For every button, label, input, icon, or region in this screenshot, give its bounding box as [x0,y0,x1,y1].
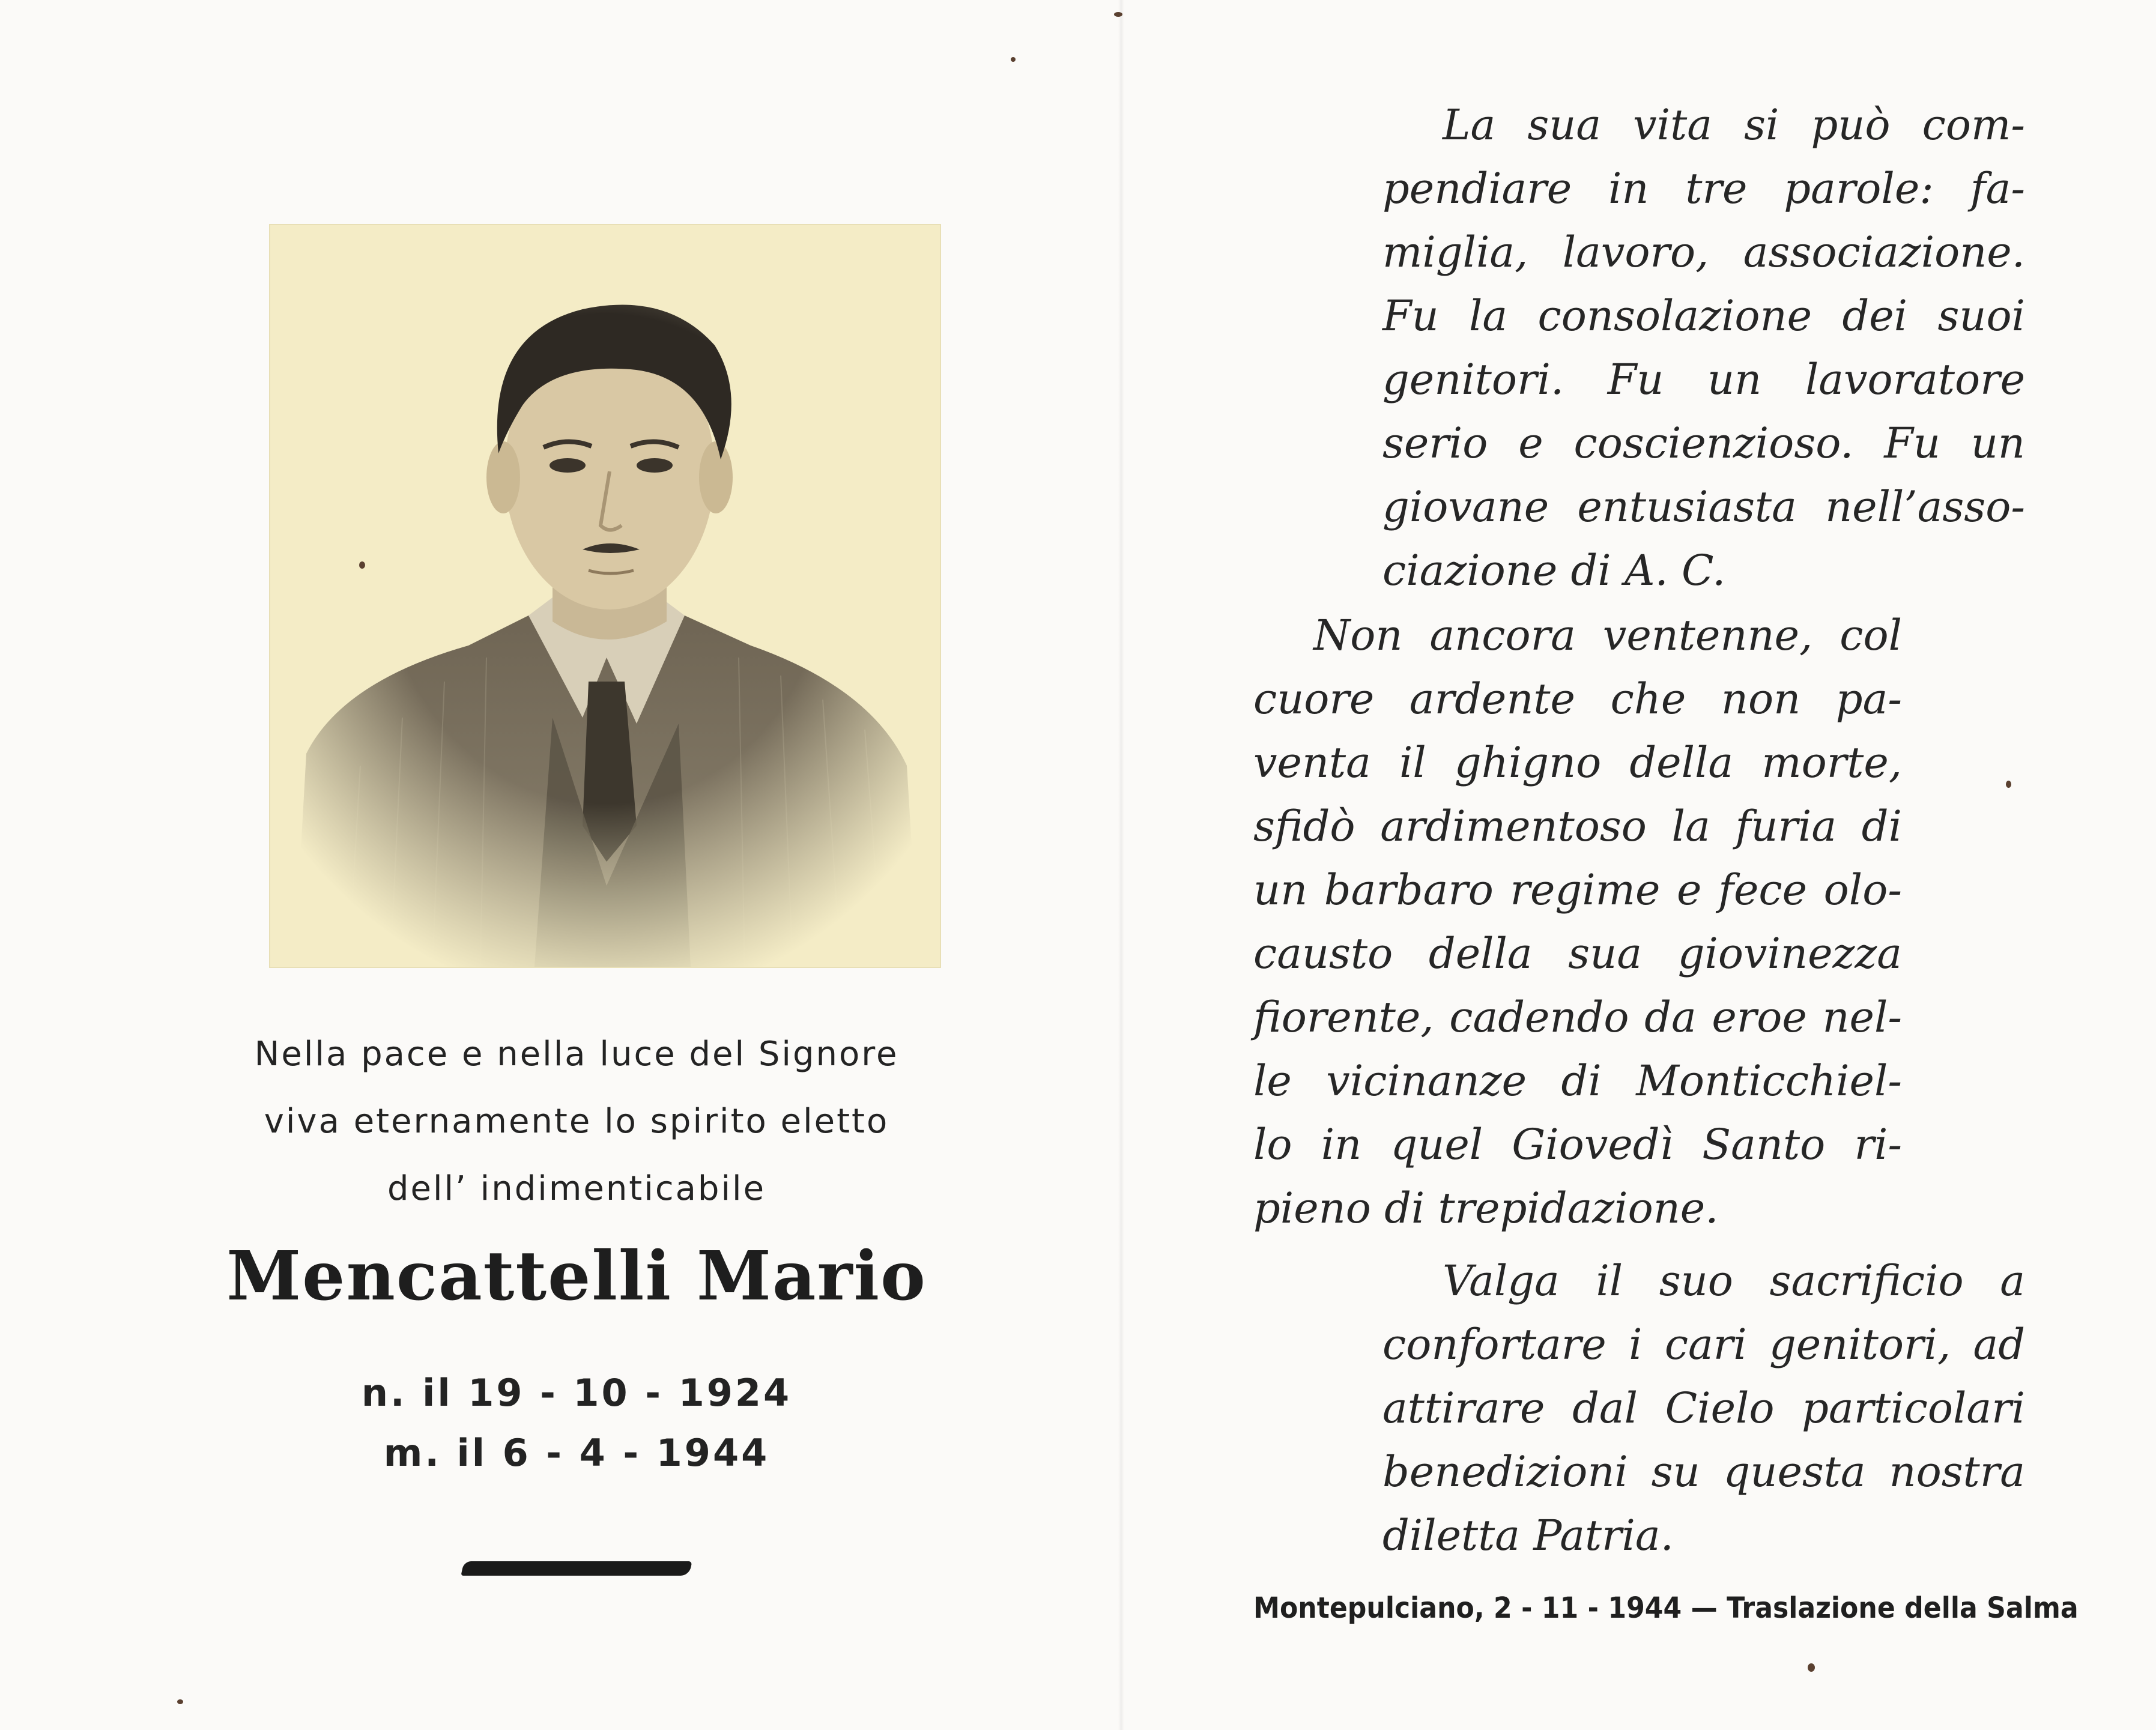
left-panel [36,0,1117,1730]
text-line: pieno di trepidazione. [1253,1184,1719,1233]
life-dates [36,1363,1117,1483]
text-line: miglia, lavoro, associazione. [1382,228,2025,277]
text-line: Valga il suo sacrificio a [1443,1256,2025,1305]
deceased-name: Mencattelli Mario [226,1237,927,1316]
mourning-bar [461,1561,692,1576]
text-line: lo in quel Giovedì Santo ri- [1253,1120,1902,1169]
text-line: ciazione di A. C. [1382,546,1726,595]
paper-speck [177,1699,183,1704]
text-line: La sua vita si può com- [1443,100,2025,150]
portrait-icon [270,225,940,967]
text-line: pendiare in tre parole: fa- [1382,164,2025,213]
inscription-line: Nella pace e nella luce del Signore [254,1035,899,1074]
paper-speck [1114,12,1122,17]
card-fold [1118,0,1124,1730]
death-date: m. il 6 - 4 - 1944 [383,1431,770,1475]
text-line: sfidò ardimentoso la furia di [1253,802,1902,851]
text-line: diletta Patria. [1382,1511,1674,1560]
text-line: Non ancora ventenne, col [1313,611,1902,660]
birth-date: n. il 19 - 10 - 1924 [361,1371,792,1415]
paragraph-life [1382,93,2025,602]
inscription-line: viva eternamente lo spirito eletto [264,1102,889,1141]
text-line: confortare i cari genitori, ad [1382,1320,2025,1369]
right-panel [1124,0,2139,1730]
footer-dateline: Montepulciano, 2 - 11 - 1944 — Traslazione della Salma [1253,1591,2079,1625]
text-line: attirare dal Cielo particolari [1382,1384,2025,1433]
inscription-line: dell’ indimenticabile [387,1169,766,1208]
paper-speck [359,561,365,569]
inscription [36,1021,1117,1223]
paragraph-sacrifice [1382,1249,2025,1567]
text-line: un barbaro regime e fece olo- [1253,865,1902,915]
text-line: serio e coscienzioso. Fu un [1382,419,2025,468]
text-line: giovane entusiasta nell’asso- [1382,482,2025,531]
text-line: le vicinanze di Monticchiel- [1253,1056,1902,1105]
paper-speck [1808,1663,1815,1672]
text-line: causto della sua giovinezza [1253,929,1902,978]
paragraph-death [1253,603,1902,1240]
text-line: benedizioni su questa nostra [1382,1447,2025,1496]
portrait-photo [270,225,940,967]
paper-speck [2006,781,2011,788]
text-line: Fu la consolazione dei suoi [1382,291,2025,340]
paper-speck [1011,57,1016,62]
text-line: cuore ardente che non pa- [1253,674,1902,724]
text-line: venta il ghigno della morte, [1253,738,1902,787]
text-line: fiorente, cadendo da eroe nel- [1253,993,1902,1042]
text-line: genitori. Fu un lavoratore [1382,355,2025,404]
